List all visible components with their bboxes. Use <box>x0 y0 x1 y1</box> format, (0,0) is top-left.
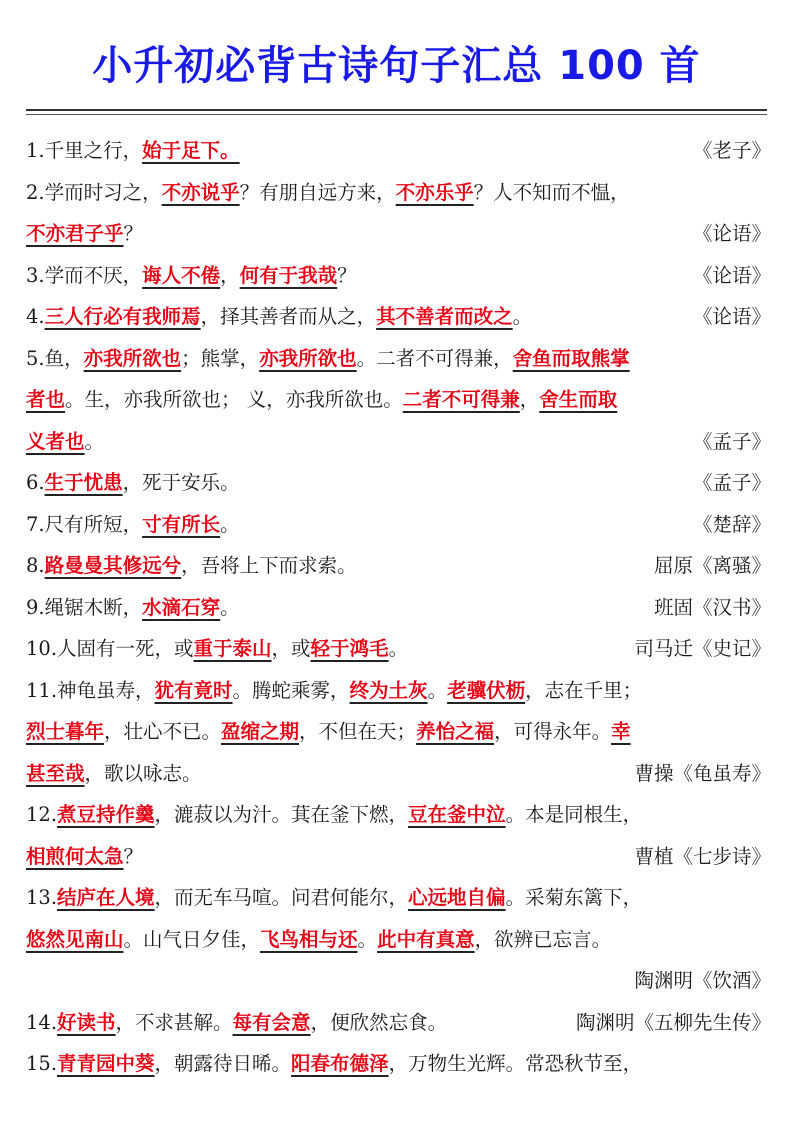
source-citation: 陶渊明《五柳先生传》 <box>575 1010 771 1034</box>
poem-text <box>26 1052 642 1075</box>
plain-text: 5.鱼， <box>26 346 84 370</box>
plain-text: 。 <box>357 927 378 951</box>
poem-text <box>26 845 143 868</box>
highlighted-phrase: 生于忧患 <box>44 471 123 494</box>
highlighted-phrase: 路曼曼其修远兮 <box>44 554 182 577</box>
poem-line <box>26 628 771 670</box>
highlighted-phrase: 舍生而取 <box>539 388 618 411</box>
plain-text: 7.尺有所短， <box>26 512 143 536</box>
title-divider-top <box>26 109 767 111</box>
highlighted-phrase: 者也 <box>26 388 66 411</box>
plain-text: 9.绳锯木断， <box>26 595 143 619</box>
highlighted-phrase: 老骥伏枥 <box>447 678 526 702</box>
plain-text: 。 <box>512 305 533 328</box>
highlighted-phrase: 不亦说乎 <box>161 180 240 204</box>
plain-text: 。 <box>388 637 409 660</box>
highlighted-phrase: 何有于我哉 <box>239 263 338 287</box>
poem-text <box>26 720 631 743</box>
plain-text: ？ <box>123 844 144 868</box>
source-citation: 《孟子》 <box>692 429 771 453</box>
source-citation: 《楚辞》 <box>692 512 771 536</box>
plain-text: 12. <box>26 803 58 826</box>
poem-line <box>26 670 771 712</box>
source-citation: 《论语》 <box>692 305 771 328</box>
poem-line <box>26 711 771 753</box>
poem-list <box>26 130 771 1085</box>
highlighted-phrase: 青青园中葵 <box>57 1052 155 1075</box>
poem-text <box>26 181 630 204</box>
poem-line <box>26 296 771 338</box>
highlighted-phrase: 悠然见南山 <box>26 927 124 951</box>
poem-line <box>26 130 771 172</box>
highlighted-phrase: 轻于鸿毛 <box>310 637 389 660</box>
source-citation: 曹操《龟虽寿》 <box>634 761 771 785</box>
poem-line <box>26 172 771 214</box>
poem-line <box>26 836 771 878</box>
plain-text: 。 <box>84 429 105 453</box>
source-citation: 《老子》 <box>692 139 771 162</box>
highlighted-phrase: 甚至哉 <box>26 761 85 785</box>
poem-text <box>26 139 240 162</box>
plain-text: ，不求甚解。 <box>115 1010 233 1034</box>
plain-text: 。二者不可得兼， <box>356 346 513 370</box>
plain-text: ，不但在天； <box>299 720 417 743</box>
plain-text: ，歌以咏志。 <box>84 761 202 785</box>
plain-text: 11.神龟虽寿， <box>26 678 155 702</box>
plain-text: ，死于安乐。 <box>122 471 240 494</box>
highlighted-phrase: 终为土灰 <box>349 678 428 702</box>
plain-text: ，可得永年。 <box>494 720 612 743</box>
plain-text: 2.学而时习之， <box>26 180 162 204</box>
source-citation: 班固《汉书》 <box>653 595 771 619</box>
source-citation: 《论语》 <box>692 263 771 287</box>
highlighted-phrase: 重于泰山 <box>193 637 272 660</box>
poem-text <box>26 637 408 660</box>
plain-text: 。生，亦我所欲也； 义，亦我所欲也。 <box>65 388 403 411</box>
plain-text: ，吾将上下而求索。 <box>181 554 357 577</box>
plain-text: ，欲辨已忘言。 <box>474 927 612 951</box>
plain-text: 。山气日夕佳， <box>123 927 261 951</box>
highlighted-phrase: 阳春布德泽 <box>291 1052 389 1075</box>
plain-text: 。 <box>220 595 240 619</box>
poem-text <box>26 222 143 245</box>
highlighted-phrase: 盈缩之期 <box>221 720 300 743</box>
highlighted-phrase: 舍鱼而取熊掌 <box>512 346 630 370</box>
poem-text <box>26 264 357 287</box>
poem-line <box>26 960 771 1002</box>
plain-text: 8. <box>26 554 45 577</box>
highlighted-phrase: 此中有真意 <box>377 927 475 951</box>
source-citation: 司马迁《史记》 <box>634 637 771 660</box>
poem-text <box>26 513 240 536</box>
highlighted-phrase: 不亦乐乎 <box>395 180 474 204</box>
plain-text: ，万物生光辉。常恐秋节至， <box>388 1052 643 1075</box>
plain-text: 6. <box>26 471 45 494</box>
poem-line <box>26 255 771 297</box>
plain-text: ？有朋自远方来， <box>239 180 396 204</box>
poem-line <box>26 794 771 836</box>
plain-text: 。采菊东篱下， <box>505 886 643 909</box>
poem-text <box>26 430 104 453</box>
page-title: 小升初必背古诗句子汇总 100 首 <box>92 43 701 89</box>
poem-text <box>26 471 240 494</box>
highlighted-phrase: 好读书 <box>57 1010 116 1034</box>
poem-line <box>26 379 771 421</box>
plain-text: ，而无车马喧。问君何能尔， <box>154 886 409 909</box>
poem-line <box>26 919 771 961</box>
plain-text: ， <box>519 388 540 411</box>
poem-text <box>26 554 357 577</box>
poem-text <box>26 762 202 785</box>
highlighted-phrase: 寸有所长 <box>142 512 221 536</box>
highlighted-phrase: 烈士暮年 <box>26 720 105 743</box>
poem-line <box>26 545 771 587</box>
plain-text: 15. <box>26 1052 58 1075</box>
plain-text: 13. <box>26 886 58 909</box>
highlighted-phrase: 结庐在人境 <box>57 886 155 909</box>
title-divider-bottom <box>26 114 767 115</box>
plain-text: ，朝露待日晞。 <box>154 1052 292 1075</box>
highlighted-phrase: 犹有竟时 <box>154 678 233 702</box>
highlighted-phrase: 心远地自偏 <box>408 886 506 909</box>
highlighted-phrase: 水滴石穿 <box>142 595 221 619</box>
source-citation: 陶渊明《饮酒》 <box>634 969 771 992</box>
plain-text: 1.千里之行， <box>26 139 143 162</box>
poem-text <box>26 886 642 909</box>
plain-text: 14. <box>26 1010 58 1034</box>
plain-text: ，志在千里； <box>525 678 643 702</box>
plain-text: 10.人固有一死，或 <box>26 637 194 660</box>
highlighted-phrase: 幸 <box>611 720 631 743</box>
poem-line <box>26 421 771 463</box>
poem-text <box>26 1011 447 1034</box>
plain-text: 。本是同根生， <box>505 803 643 826</box>
highlighted-phrase: 煮豆持作羹 <box>57 803 155 826</box>
plain-text: 。 <box>220 512 240 536</box>
poem-line <box>26 1002 771 1044</box>
highlighted-phrase: 三人行必有我师焉 <box>44 305 201 328</box>
plain-text: ， <box>220 263 240 287</box>
plain-text: 4. <box>26 305 45 328</box>
poem-line <box>26 462 771 504</box>
source-citation: 《论语》 <box>692 222 771 245</box>
poem-text <box>26 803 642 826</box>
highlighted-phrase: 相煎何太急 <box>26 844 124 868</box>
plain-text: ，择其善者而从之， <box>200 305 377 328</box>
highlighted-phrase: 诲人不倦 <box>142 263 221 287</box>
plain-text: ，漉菽以为汁。萁在釜下燃， <box>154 803 409 826</box>
plain-text: ，壮心不已。 <box>104 720 222 743</box>
plain-text: ，或 <box>271 637 311 660</box>
poem-text <box>26 347 630 370</box>
highlighted-phrase: 飞鸟相与还 <box>260 927 358 951</box>
poem-line <box>26 1043 771 1085</box>
poem-line <box>26 753 771 795</box>
highlighted-phrase: 不亦君子乎 <box>26 222 124 245</box>
highlighted-phrase: 始于足下。 <box>142 139 240 162</box>
source-citation: 屈原《离骚》 <box>653 554 771 577</box>
poem-text <box>26 928 611 951</box>
poem-text <box>26 305 532 328</box>
source-citation: 曹植《七步诗》 <box>634 844 771 868</box>
plain-text: ？ <box>123 222 144 245</box>
poem-line <box>26 213 771 255</box>
plain-text: 3.学而不厌， <box>26 263 143 287</box>
plain-text: ；熊掌， <box>181 346 260 370</box>
plain-text: ，便欣然忘食。 <box>310 1010 448 1034</box>
highlighted-phrase: 豆在釜中泣 <box>408 803 506 826</box>
highlighted-phrase: 亦我所欲也 <box>259 346 357 370</box>
highlighted-phrase: 每有会意 <box>232 1010 311 1034</box>
poem-text <box>26 596 240 619</box>
plain-text: 。腾蛇乘雾， <box>232 678 350 702</box>
poem-line <box>26 504 771 546</box>
highlighted-phrase: 其不善者而改之 <box>376 305 513 328</box>
source-citation: 《孟子》 <box>692 471 771 494</box>
poem-text <box>26 388 617 411</box>
highlighted-phrase: 二者不可得兼 <box>402 388 520 411</box>
highlighted-phrase: 义者也 <box>26 429 85 453</box>
poem-line <box>26 338 771 380</box>
poem-line <box>26 587 771 629</box>
plain-text: 。 <box>427 678 448 702</box>
plain-text: ？ <box>337 263 357 287</box>
highlighted-phrase: 亦我所欲也 <box>83 346 182 370</box>
poem-text <box>26 679 642 702</box>
poem-line <box>26 877 771 919</box>
highlighted-phrase: 养怡之福 <box>416 720 495 743</box>
plain-text: ？人不知而不愠， <box>473 180 630 204</box>
